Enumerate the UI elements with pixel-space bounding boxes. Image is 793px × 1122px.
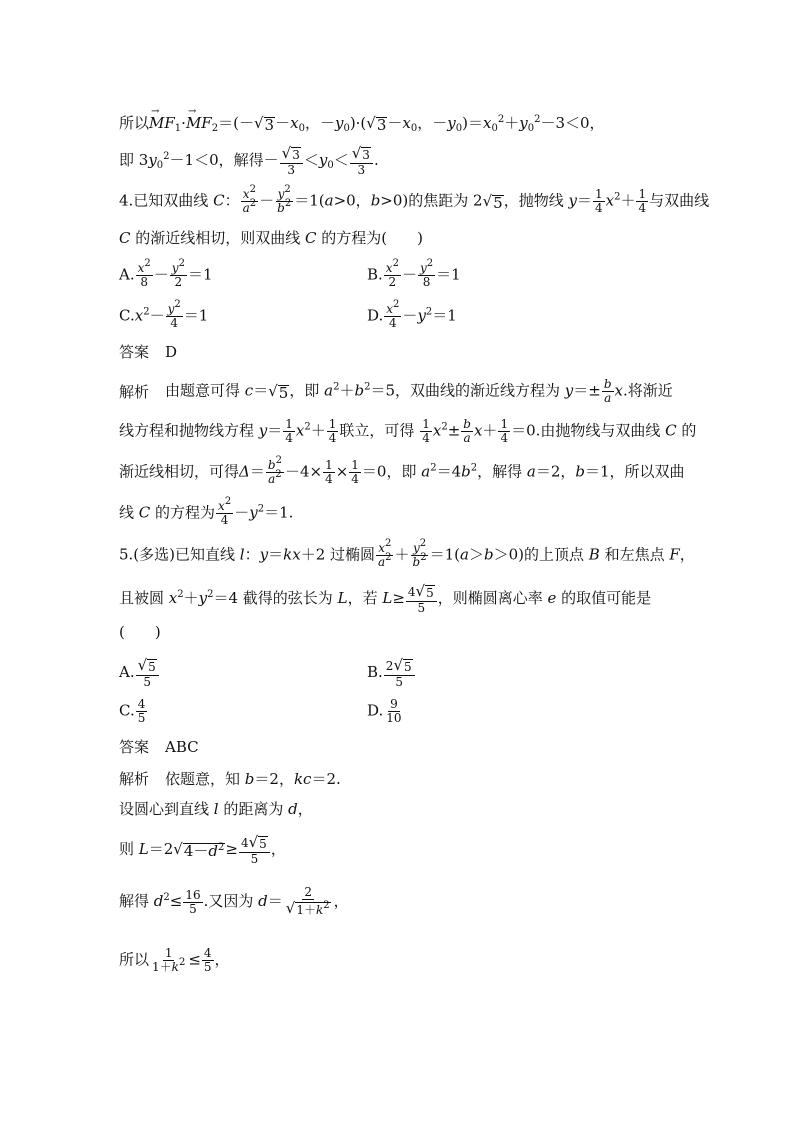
answer-label: 答案	[119, 343, 150, 361]
q4-option-c: $C.x^2-$ $\frac{y^2}{4}$ ＝1	[119, 299, 209, 330]
answer-value: ABC	[165, 738, 199, 756]
answer-value: D	[165, 343, 178, 361]
proof-line-1	[119, 113, 605, 133]
q4-option-d: D. $\frac{x^2}{4}$ $-y^2=1$	[367, 299, 457, 330]
q5-stem-3: ( )	[119, 623, 161, 641]
q5-option-c: C. $\frac{4}{5}$	[119, 697, 146, 725]
proof-line-2: 即 $3y_0^2-1<0$，解得－ √ 3 3 $<y_0<$ √ 3 3 .	[119, 144, 379, 177]
q5-answer	[119, 737, 199, 757]
analysis-label: 解析	[119, 770, 150, 788]
q5-analysis-4: 解得 $d^2\le$ $\frac{16}{5}$ .又因为 d＝ 2 √ $1+k^2$ ，	[119, 885, 349, 917]
q5-option-a: A. √ 5 5	[119, 657, 160, 689]
q5-option-d: D. $\frac{9}{10}$	[367, 697, 402, 725]
q4-analysis-1: 解析 由题意可得 c＝ √ 5 ，即 $a^2+b^2=5$，双曲线的渐近线方程为 y＝± $\frac{b}{a}$ x.将渐近	[119, 377, 673, 405]
q4-analysis-2: 线方程和抛物线方程 y＝ $\frac{1}{4}$ $x^2+$ $\frac{1}{4}$ 联立，可得 $\frac{1}{4}$ $x^2\pm$ $\frac{b}{a}$ x＋ $\frac{1}{4}$ ＝0.由抛物线与双曲线 C 的	[119, 417, 697, 445]
q4-analysis-4: 线 C 的方程为 $\frac{x^2}{4}$ $-y^2=1$.	[119, 496, 294, 527]
q5-option-b: B. 2 √ 5 5	[367, 657, 416, 689]
answer-label: 答案	[119, 738, 150, 756]
q4-answer	[119, 342, 177, 362]
q4-option-b: B. $\frac{x^2}{2}$ － $\frac{y^2}{8}$ ＝1	[367, 258, 461, 289]
q4-option-a: A. $\frac{x^2}{8}$ － $\frac{y^2}{2}$ ＝1	[119, 258, 213, 289]
q4-stem-2: C 的渐近线相切，则双曲线 C 的方程为( )	[119, 229, 423, 247]
q5-analysis-1: 解析 依题意，知 b＝2，kc＝2.	[119, 770, 341, 788]
q5-stem-2: 且被圆 $x^2+y^2=4$ 截得的弦长为 L，若 L≥ 4 √ 5 5 ，则椭圆离心率 e 的取值可能是	[119, 582, 652, 615]
analysis-label: 解析	[119, 382, 150, 401]
q5-stem: 5.(多选)已知直线 l：y＝kx＋2 过椭圆 $\frac{x^2}{a^2}$ ＋ $\frac{y^2}{b^2}$ ＝1(a＞b＞0)的上顶点 B 和左焦点 F，	[119, 538, 695, 569]
proof-line-1-text: 所以→ $MF_1\cdot\to MF_2=(-$ √ 3 $-x_0$，$-y_0)\cdot$( √ 3 $-x_0$，$-y_0)=x_0^2+y_0^2-3<0$，	[119, 113, 605, 133]
q4-analysis-3: 渐近线相切，可得Δ＝ $\frac{b^2}{a^2}$ －4× $\frac{1}{4}$ × $\frac{1}{4}$ ＝0，即 $a^2=4b^2$，解得 a＝2，b＝1，所以双曲	[119, 455, 685, 486]
q5-analysis-2: 设圆心到直线 l 的距离为 d，	[119, 800, 313, 818]
q5-analysis-5: 所以 $\frac{1}{1+k^2}$ ≤ $\frac{4}{5}$ ，	[119, 946, 230, 974]
q4-stem: 4.已知双曲线 C： $\frac{x^2}{a^2}$ － $\frac{y^2}{b^2}$ ＝1(a>0，b>0)的焦距为 2 √ 5 ，抛物线 y＝ $\frac{1}{4}$ $x^2+$ $\frac{1}{4}$ 与双曲线	[119, 184, 710, 215]
q5-analysis-3: 则 L＝2 √ $4-d^2$ ≥ 4 √ 5 5 ，	[119, 833, 286, 866]
